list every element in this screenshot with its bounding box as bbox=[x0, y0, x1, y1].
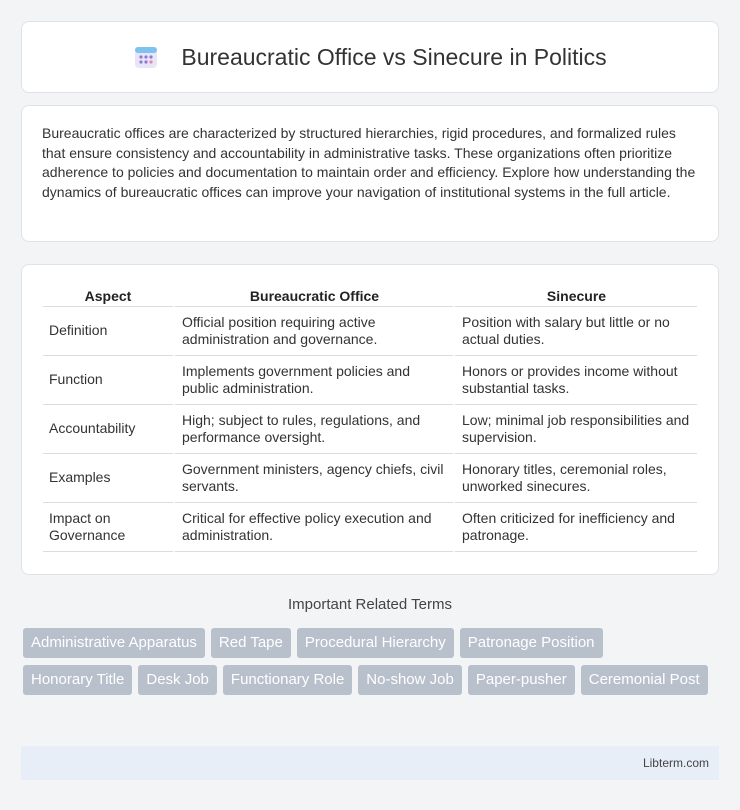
tag-procedural-hierarchy[interactable]: Procedural Hierarchy bbox=[297, 628, 454, 658]
table-row bbox=[43, 503, 697, 552]
footer bbox=[21, 746, 719, 780]
row-bureaucratic: High; subject to rules, regulations, and performance oversight. bbox=[173, 405, 453, 454]
tag-administrative-apparatus[interactable]: Administrative Apparatus bbox=[23, 628, 205, 658]
table-header-row bbox=[43, 285, 697, 307]
tag-red-tape[interactable]: Red Tape bbox=[211, 628, 291, 658]
row-aspect: Impact on Governance bbox=[43, 503, 173, 552]
header-bureaucratic-office: Bureaucratic Office bbox=[173, 285, 453, 307]
row-sinecure: Often criticized for inefficiency and patronage. bbox=[453, 503, 697, 552]
table-row bbox=[43, 307, 697, 356]
calendar-grid-icon bbox=[133, 44, 159, 70]
tag-desk-job[interactable]: Desk Job bbox=[138, 665, 217, 695]
comparison-card bbox=[21, 264, 719, 575]
row-bureaucratic: Government ministers, agency chiefs, civil servants. bbox=[173, 454, 453, 503]
tag-no-show-job[interactable]: No-show Job bbox=[358, 665, 462, 695]
tag-functionary-role[interactable]: Functionary Role bbox=[223, 665, 352, 695]
row-aspect: Definition bbox=[43, 307, 173, 356]
tag-paper-pusher[interactable]: Paper-pusher bbox=[468, 665, 575, 695]
row-sinecure: Position with salary but little or no actual duties. bbox=[453, 307, 697, 356]
footer-site-link[interactable]: Libterm.com bbox=[642, 756, 709, 770]
row-bureaucratic: Official position requiring active administration and governance. bbox=[173, 307, 453, 356]
intro-text: Bureaucratic offices are characterized by structured hierarchies, rigid procedures, and formalized rules that ensure consistency and accountability in administrative tasks. These organizations often prioritize adherence to policies and documentation to maintain order and efficiency. Explore how understanding the dynamics of bureaucratic offices can improve your navigation of institutional systems in the full article. bbox=[42, 125, 696, 200]
comparison-table bbox=[43, 285, 697, 552]
row-aspect: Function bbox=[43, 356, 173, 405]
row-bureaucratic: Critical for effective policy execution and administration. bbox=[173, 503, 453, 552]
row-aspect: Accountability bbox=[43, 405, 173, 454]
row-aspect: Examples bbox=[43, 454, 173, 503]
row-sinecure: Honorary titles, ceremonial roles, unworked sinecures. bbox=[453, 454, 697, 503]
tag-honorary-title[interactable]: Honorary Title bbox=[23, 665, 132, 695]
tag-ceremonial-post[interactable]: Ceremonial Post bbox=[581, 665, 708, 695]
header-aspect: Aspect bbox=[43, 285, 173, 307]
page-title: Bureaucratic Office vs Sinecure in Politics bbox=[181, 43, 607, 70]
intro-card bbox=[21, 105, 719, 242]
related-terms-title: Important Related Terms bbox=[288, 596, 452, 613]
row-bureaucratic: Implements government policies and public administration. bbox=[173, 356, 453, 405]
header-sinecure: Sinecure bbox=[453, 285, 697, 307]
tag-patronage-position[interactable]: Patronage Position bbox=[460, 628, 603, 658]
row-sinecure: Honors or provides income without substantial tasks. bbox=[453, 356, 697, 405]
table-row bbox=[43, 356, 697, 405]
table-row bbox=[43, 405, 697, 454]
table-row bbox=[43, 454, 697, 503]
header-card bbox=[21, 21, 719, 93]
row-sinecure: Low; minimal job responsibilities and supervision. bbox=[453, 405, 697, 454]
related-terms-list bbox=[23, 628, 723, 702]
